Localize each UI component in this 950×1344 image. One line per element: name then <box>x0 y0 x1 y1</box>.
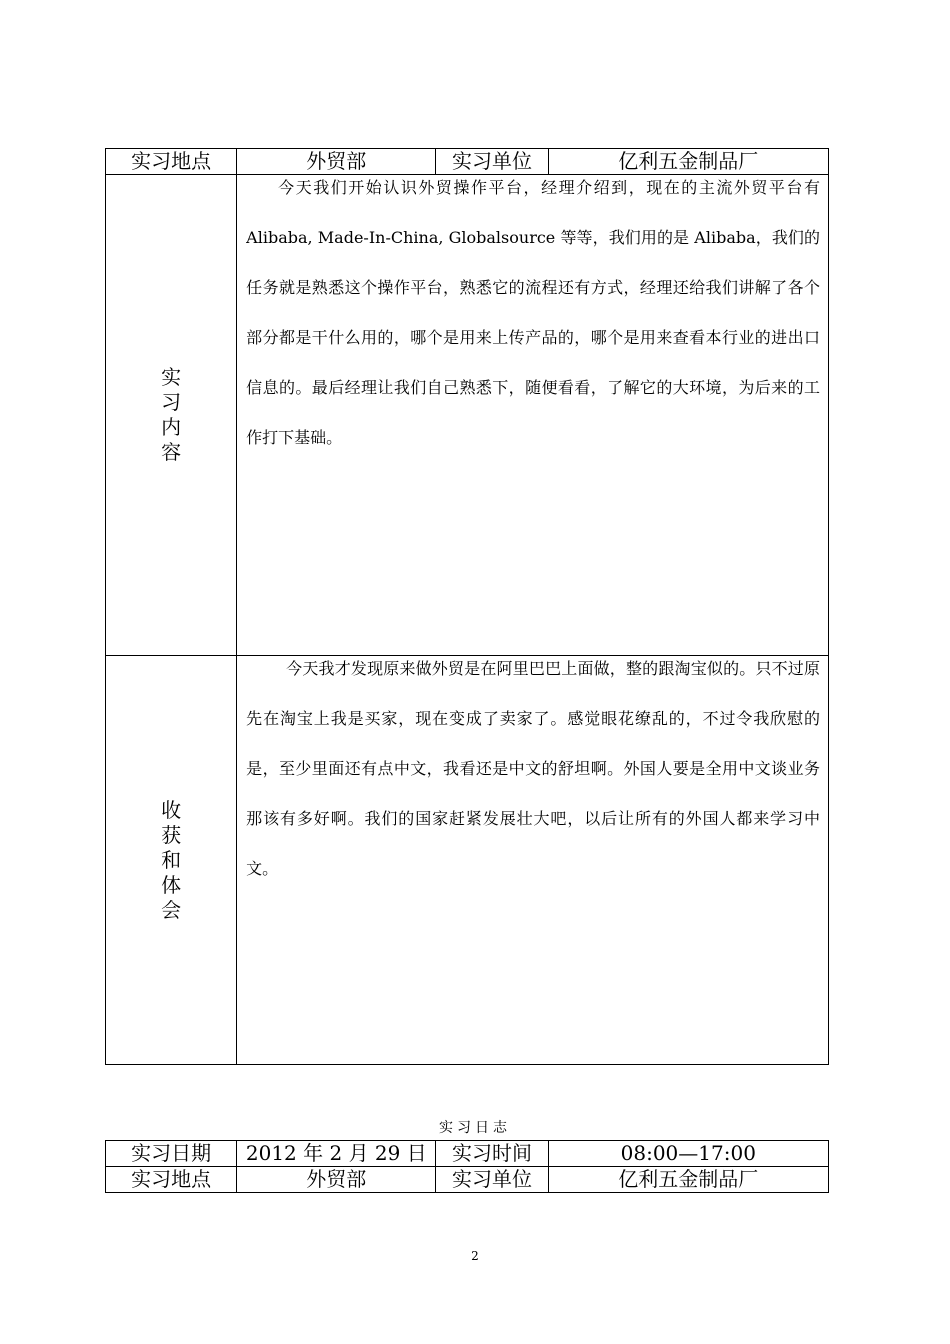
reflection-label: 收获和体会 <box>161 797 182 922</box>
date-row <box>106 1141 829 1167</box>
page-number: 2 <box>471 1249 479 1263</box>
log-unit-value: 亿利五金制品厂 <box>548 1167 828 1193</box>
date-label: 实习日期 <box>106 1141 237 1167</box>
unit-label: 实习单位 <box>436 149 548 175</box>
reflection-cell <box>237 656 829 1065</box>
date-value: 2012 年 2 月 29 日 <box>237 1141 436 1167</box>
time-label: 实习时间 <box>436 1141 548 1167</box>
log-title: 实习日志 <box>439 1120 511 1136</box>
reflection-text: 今天我才发现原来做外贸是在阿里巴巴上面做，整的跟淘宝似的。只不过原先在淘宝上我是买家，现在变成了卖家了。感觉眼花缭乱的，不过令我欣慰的是，至少里面还有点中文，我看还是中文的舒坦啊。外国人要是全用中文谈业务那该有多好啊。我们的国家赶紧发展壮大吧，以后让所有的外国人都来学习中文。 <box>246 659 820 878</box>
log-location-label: 实习地点 <box>106 1167 237 1193</box>
content-cell <box>237 175 829 656</box>
time-value: 08:00—17:00 <box>548 1141 828 1167</box>
content-label: 实习内容 <box>161 365 182 464</box>
unit-value: 亿利五金制品厂 <box>548 149 828 175</box>
location-row <box>106 1167 829 1193</box>
content-text: 今天我们开始认识外贸操作平台，经理介绍到，现在的主流外贸平台有 Alibaba, Made-In-China, Globalsource 等等，我们用的是 Alibaba，我们的任务就是熟悉这个操作平台，熟悉它的流程还有方式，经理还给我们讲解了各个部分都是干什么用的，哪个是用来上传产品的，哪个是用来查看本行业的进出口信息的。最后经理让我们自己熟悉下，随便看看，了解它的大环境，为后来的工作打下基础。 <box>246 178 820 447</box>
internship-record-table <box>105 148 829 1065</box>
reflection-row <box>106 656 829 1065</box>
content-row <box>106 175 829 656</box>
location-label: 实习地点 <box>106 149 237 175</box>
log-unit-label: 实习单位 <box>436 1167 548 1193</box>
log-location-value: 外贸部 <box>237 1167 436 1193</box>
reflection-label-cell <box>106 656 237 1065</box>
content-label-cell <box>106 175 237 656</box>
internship-log-table <box>105 1140 829 1193</box>
location-value: 外贸部 <box>237 149 436 175</box>
